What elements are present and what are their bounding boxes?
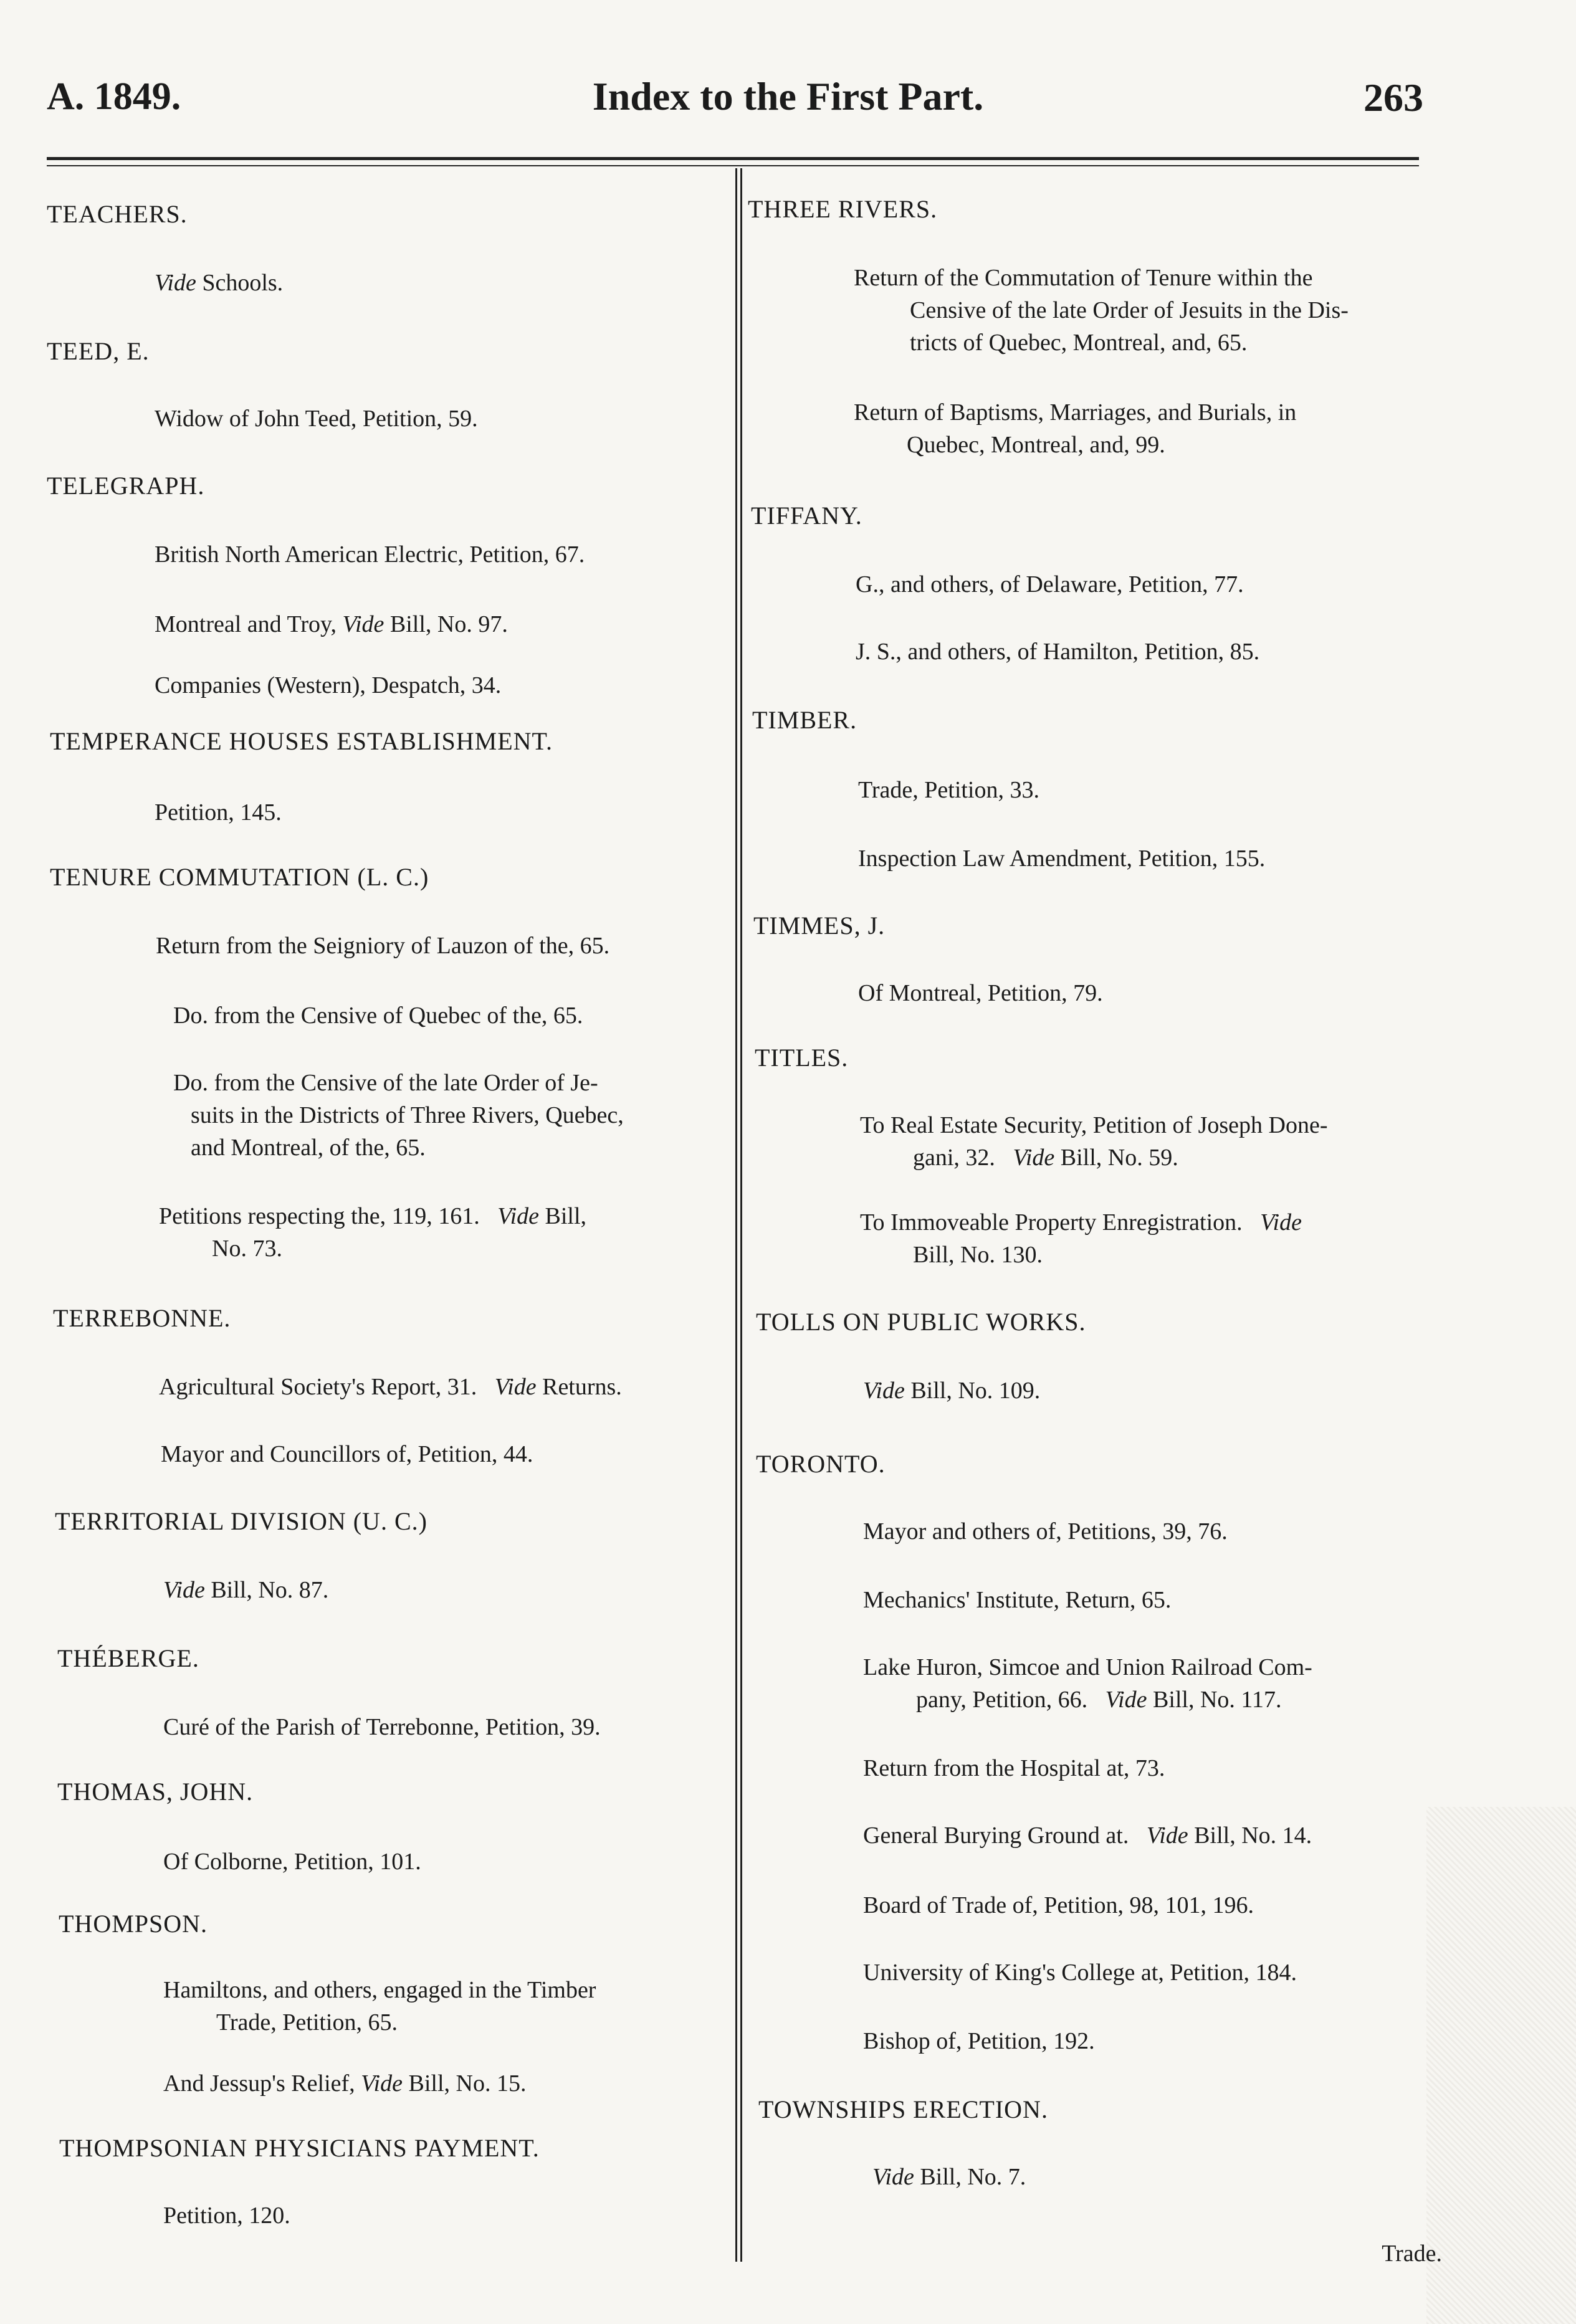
index-heading: TOWNSHIPS ERECTION. <box>758 2095 1048 2123</box>
index-heading: TENURE COMMUTATION (L. C.) <box>50 863 429 891</box>
index-heading: TITLES. <box>755 1044 849 1072</box>
page-number: 263 <box>1363 75 1423 120</box>
index-entry: Return of the Commutation of Tenure within the Censive of the late Order of Jesuits in the Dis- tricts of Quebec, Montreal, and, 65. <box>854 265 1349 356</box>
column-divider <box>740 168 742 2262</box>
index-heading: TIMBER. <box>752 706 857 734</box>
index-entry: British North American Electric, Petition, 67. <box>155 541 585 568</box>
index-entry: Trade, Petition, 33. <box>858 777 1039 803</box>
index-entry: G., and others, of Delaware, Petition, 77. <box>856 571 1244 598</box>
page-stain <box>1426 1807 1576 2324</box>
index-heading: TIMMES, J. <box>753 912 886 940</box>
index-entry: Mayor and others of, Petitions, 39, 76. <box>863 1518 1228 1545</box>
index-entry: And Jessup's Relief, Vide Bill, No. 15. <box>163 2070 527 2097</box>
index-entry: Bishop of, Petition, 192. <box>863 2028 1095 2054</box>
index-entry: Vide Bill, No. 7. <box>872 2164 1026 2190</box>
index-entry: Return from the Hospital at, 73. <box>863 1755 1165 1781</box>
header-rule <box>47 157 1419 160</box>
index-entry: Vide Bill, No. 87. <box>163 1577 329 1603</box>
index-heading: TERREBONNE. <box>53 1304 231 1332</box>
index-entry: Montreal and Troy, Vide Bill, No. 97. <box>155 611 508 637</box>
index-entry: Vide Schools. <box>155 270 284 296</box>
index-entry: Do. from the Censive of Quebec of the, 65. <box>173 1002 583 1029</box>
index-entry: Of Colborne, Petition, 101. <box>163 1849 421 1875</box>
column-divider <box>735 168 737 2262</box>
index-entry: To Real Estate Security, Petition of Joseph Done- gani, 32. Vide Bill, No. 59. <box>860 1112 1328 1171</box>
header-rule-thin <box>47 165 1419 166</box>
index-heading: TEACHERS. <box>47 200 188 228</box>
page-title: Index to the First Part. <box>592 74 984 118</box>
index-entry: Of Montreal, Petition, 79. <box>858 980 1103 1006</box>
index-entry: University of King's College at, Petition, 184. <box>863 1960 1297 1986</box>
index-heading: TELEGRAPH. <box>47 472 205 500</box>
index-heading: TORONTO. <box>756 1450 886 1478</box>
index-heading: TOLLS ON PUBLIC WORKS. <box>756 1308 1086 1336</box>
index-entry: Companies (Western), Despatch, 34. <box>155 672 502 698</box>
index-entry: Agricultural Society's Report, 31. Vide Returns. <box>159 1374 622 1400</box>
index-entry: General Burying Ground at. Vide Bill, No. 14. <box>863 1822 1312 1849</box>
index-heading: THOMPSON. <box>59 1910 208 1938</box>
index-entry: J. S., and others, of Hamilton, Petition, 85. <box>856 639 1260 665</box>
index-entry: Inspection Law Amendment, Petition, 155. <box>858 845 1266 872</box>
index-heading: TIFFANY. <box>751 502 862 530</box>
index-heading: TERRITORIAL DIVISION (U. C.) <box>55 1507 427 1535</box>
index-entry: Board of Trade of, Petition, 98, 101, 196. <box>863 1892 1254 1918</box>
index-heading: TEMPERANCE HOUSES ESTABLISHMENT. <box>50 727 553 755</box>
index-entry: Lake Huron, Simcoe and Union Railroad Com- pany, Petition, 66. Vide Bill, No. 117. <box>863 1654 1312 1713</box>
page-year: A. 1849. <box>47 75 181 118</box>
index-entry: Return from the Seigniory of Lauzon of the, 65. <box>156 933 610 959</box>
index-heading: THREE RIVERS. <box>748 195 938 223</box>
index-heading: THOMAS, JOHN. <box>57 1778 254 1806</box>
catchword: Trade. <box>1382 2241 1442 2267</box>
index-entry: Hamiltons, and others, engaged in the Timber Trade, Petition, 65. <box>163 1977 596 2036</box>
index-entry: Petition, 120. <box>163 2203 290 2229</box>
index-entry: Vide Bill, No. 109. <box>863 1378 1041 1404</box>
index-entry: Mechanics' Institute, Return, 65. <box>863 1587 1172 1613</box>
index-entry: Return of Baptisms, Marriages, and Burials, in Quebec, Montreal, and, 99. <box>854 399 1297 458</box>
index-entry: To Immoveable Property Enregistration. Vide Bill, No. 130. <box>860 1209 1302 1268</box>
index-entry: Mayor and Councillors of, Petition, 44. <box>161 1441 533 1467</box>
index-entry: Do. from the Censive of the late Order of Je- suits in the Districts of Three Rivers, Quebec, and Montreal, of the, 65. <box>173 1070 624 1161</box>
index-entry: Petition, 145. <box>155 799 282 826</box>
index-heading: TEED, E. <box>47 337 150 365</box>
index-entry: Curé of the Parish of Terrebonne, Petition, 39. <box>163 1714 601 1740</box>
index-heading: THÉBERGE. <box>57 1644 199 1672</box>
index-entry: Petitions respecting the, 119, 161. Vide Bill, No. 73. <box>159 1203 587 1262</box>
index-heading: THOMPSONIAN PHYSICIANS PAYMENT. <box>59 2134 540 2162</box>
index-entry: Widow of John Teed, Petition, 59. <box>155 406 478 432</box>
